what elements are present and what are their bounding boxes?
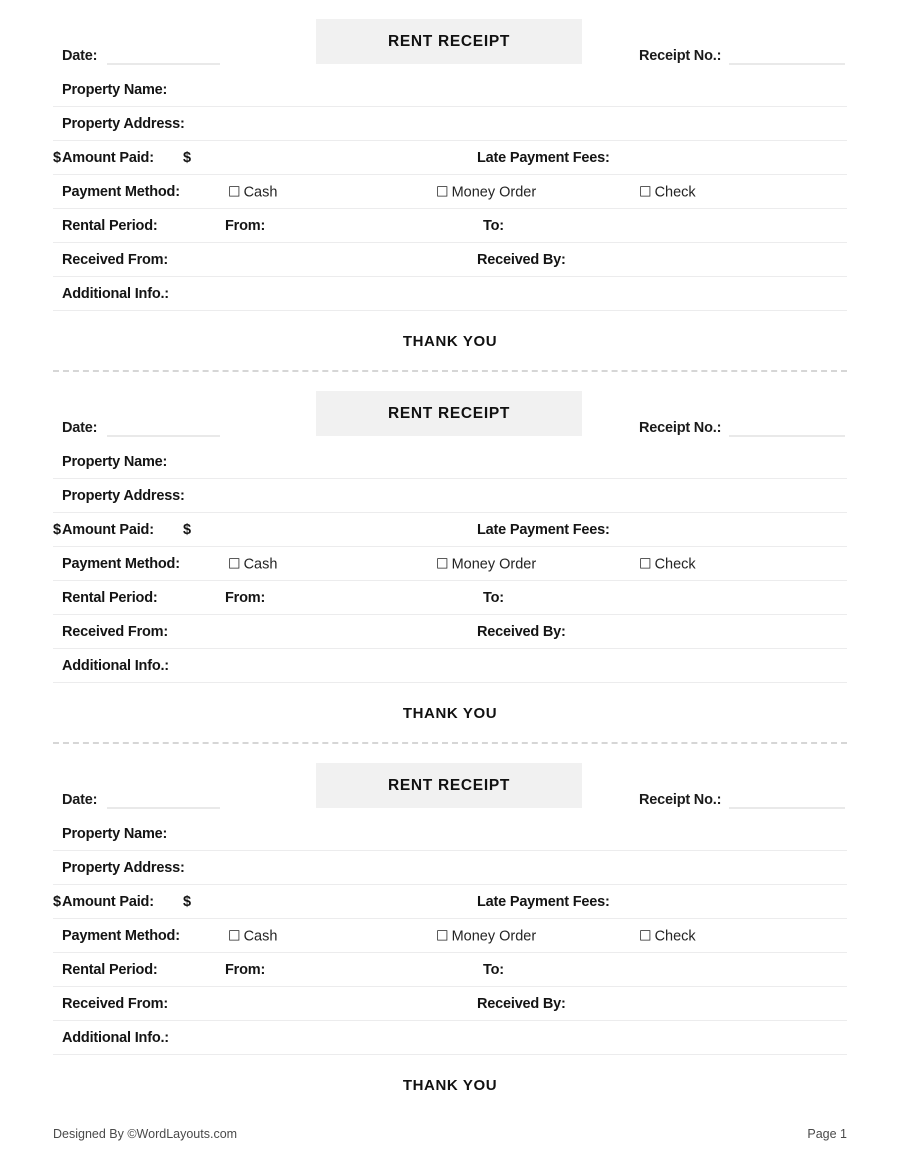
late-payment-fees-label: Late Payment Fees: xyxy=(477,521,610,538)
receipt-no-field-group xyxy=(639,421,845,438)
receipt-no-field-group xyxy=(639,49,845,66)
rent-receipt-block-2 xyxy=(53,391,847,726)
property-address-label: Property Address: xyxy=(62,859,185,876)
receipt-no-input-line[interactable] xyxy=(729,434,845,437)
property-name-label: Property Name: xyxy=(62,825,168,842)
table-row-property-address xyxy=(53,107,847,141)
checkbox-icon-cash[interactable]: ☐ xyxy=(228,926,241,943)
rental-period-label: Rental Period: xyxy=(62,217,158,234)
rental-period-label: Rental Period: xyxy=(62,589,158,606)
table-row-rental-period xyxy=(53,209,847,243)
payment-method-label: Payment Method: xyxy=(62,183,180,200)
thank-you-text: THANK YOU xyxy=(402,705,498,722)
date-input-line[interactable] xyxy=(107,434,220,437)
payment-option-money-order[interactable] xyxy=(436,184,536,200)
payment-option-money-order-label: Money Order xyxy=(451,183,537,200)
table-row-amount-paid xyxy=(53,141,847,175)
rental-period-to-label: To: xyxy=(483,589,504,606)
table-row-received-from xyxy=(53,615,847,649)
receipt-no-label: Receipt No.: xyxy=(639,47,722,64)
payment-option-cash[interactable] xyxy=(228,556,277,572)
table-row-rental-period xyxy=(53,581,847,615)
table-row-payment-method xyxy=(53,547,847,581)
payment-option-check[interactable] xyxy=(639,556,696,572)
date-input-line[interactable] xyxy=(107,62,220,65)
footer-page-number: Page 1 xyxy=(807,1127,847,1141)
payment-method-label: Payment Method: xyxy=(62,927,180,944)
table-row-received-from xyxy=(53,987,847,1021)
received-by-label: Received By: xyxy=(477,251,566,268)
received-from-label: Received From: xyxy=(62,251,168,268)
late-payment-fees-currency: $ xyxy=(53,149,61,166)
receipt-fields-table xyxy=(53,73,847,311)
page-title: RENT RECEIPT xyxy=(387,404,511,422)
rental-period-from-label: From: xyxy=(225,961,266,978)
late-payment-fees-label: Late Payment Fees: xyxy=(477,149,610,166)
payment-option-check[interactable] xyxy=(639,184,696,200)
payment-option-money-order-label: Money Order xyxy=(451,927,537,944)
table-row-amount-paid xyxy=(53,885,847,919)
payment-option-cash-label: Cash xyxy=(243,555,278,572)
payment-option-money-order[interactable] xyxy=(436,928,536,944)
page-title: RENT RECEIPT xyxy=(387,776,511,794)
receipt-no-label: Receipt No.: xyxy=(639,791,722,808)
page-title: RENT RECEIPT xyxy=(387,32,511,50)
table-row-additional-info xyxy=(53,649,847,683)
receipt-title-box xyxy=(316,391,582,436)
date-label: Date: xyxy=(62,419,98,436)
date-label: Date: xyxy=(62,47,98,64)
table-row-additional-info xyxy=(53,277,847,311)
receipt-header xyxy=(53,19,847,73)
footer-credit: Designed By ©WordLayouts.com xyxy=(53,1127,238,1141)
thank-you-text: THANK YOU xyxy=(402,333,498,350)
receipt-header xyxy=(53,763,847,817)
checkbox-icon-cash[interactable]: ☐ xyxy=(228,182,241,199)
date-input-line[interactable] xyxy=(107,806,220,809)
table-row-property-address xyxy=(53,479,847,513)
amount-paid-currency: $ xyxy=(183,893,191,910)
checkbox-icon-check[interactable]: ☐ xyxy=(639,554,652,571)
payment-option-cash-label: Cash xyxy=(243,927,278,944)
receipt-fields-table xyxy=(53,817,847,1055)
table-row-received-from xyxy=(53,243,847,277)
date-field-group xyxy=(62,793,220,810)
payment-option-money-order-label: Money Order xyxy=(451,555,537,572)
checkbox-icon-cash[interactable]: ☐ xyxy=(228,554,241,571)
checkbox-icon-money-order[interactable]: ☐ xyxy=(436,554,449,571)
receipt-no-label: Receipt No.: xyxy=(639,419,722,436)
table-row-payment-method xyxy=(53,175,847,209)
received-by-label: Received By: xyxy=(477,623,566,640)
payment-method-label: Payment Method: xyxy=(62,555,180,572)
date-label: Date: xyxy=(62,791,98,808)
amount-paid-currency: $ xyxy=(183,149,191,166)
payment-option-check-label: Check xyxy=(654,927,696,944)
checkbox-icon-money-order[interactable]: ☐ xyxy=(436,182,449,199)
payment-option-money-order[interactable] xyxy=(436,556,536,572)
rental-period-to-label: To: xyxy=(483,961,504,978)
amount-paid-label: Amount Paid: xyxy=(62,893,154,910)
table-row-property-address xyxy=(53,851,847,885)
late-payment-fees-label: Late Payment Fees: xyxy=(477,893,610,910)
receipt-no-input-line[interactable] xyxy=(729,62,845,65)
property-address-label: Property Address: xyxy=(62,487,185,504)
amount-paid-label: Amount Paid: xyxy=(62,149,154,166)
table-row-property-name xyxy=(53,73,847,107)
table-row-amount-paid xyxy=(53,513,847,547)
received-from-label: Received From: xyxy=(62,623,168,640)
amount-paid-label: Amount Paid: xyxy=(62,521,154,538)
receipt-title-box xyxy=(316,19,582,64)
payment-option-cash-label: Cash xyxy=(243,183,278,200)
payment-option-cash[interactable] xyxy=(228,928,277,944)
table-row-property-name xyxy=(53,817,847,851)
receipt-no-input-line[interactable] xyxy=(729,806,845,809)
table-row-property-name xyxy=(53,445,847,479)
rental-period-to-label: To: xyxy=(483,217,504,234)
checkbox-icon-check[interactable]: ☐ xyxy=(639,926,652,943)
page-footer xyxy=(53,1127,847,1141)
payment-option-check-label: Check xyxy=(654,183,696,200)
block-spacer-3 xyxy=(0,744,900,763)
receipt-header xyxy=(53,391,847,445)
rent-receipt-block-3 xyxy=(53,763,847,1098)
table-row-rental-period xyxy=(53,953,847,987)
payment-option-cash[interactable] xyxy=(228,184,277,200)
payment-option-check[interactable] xyxy=(639,928,696,944)
late-payment-fees-currency: $ xyxy=(53,893,61,910)
rental-period-from-label: From: xyxy=(225,589,266,606)
payment-option-check-label: Check xyxy=(654,555,696,572)
additional-info-label: Additional Info.: xyxy=(62,657,169,674)
rental-period-label: Rental Period: xyxy=(62,961,158,978)
additional-info-label: Additional Info.: xyxy=(62,285,169,302)
late-payment-fees-currency: $ xyxy=(53,521,61,538)
rent-receipt-block-1 xyxy=(53,19,847,354)
top-spacer xyxy=(0,0,900,19)
table-row-payment-method xyxy=(53,919,847,953)
receipt-title-box xyxy=(316,763,582,808)
checkbox-icon-money-order[interactable]: ☐ xyxy=(436,926,449,943)
thank-you-text: THANK YOU xyxy=(402,1077,498,1094)
checkbox-icon-check[interactable]: ☐ xyxy=(639,182,652,199)
receipt-no-field-group xyxy=(639,793,845,810)
rental-period-from-label: From: xyxy=(225,217,266,234)
additional-info-label: Additional Info.: xyxy=(62,1029,169,1046)
date-field-group xyxy=(62,421,220,438)
table-row-additional-info xyxy=(53,1021,847,1055)
property-address-label: Property Address: xyxy=(62,115,185,132)
receipt-fields-table xyxy=(53,445,847,683)
amount-paid-currency: $ xyxy=(183,521,191,538)
property-name-label: Property Name: xyxy=(62,453,168,470)
date-field-group xyxy=(62,49,220,66)
property-name-label: Property Name: xyxy=(62,81,168,98)
received-by-label: Received By: xyxy=(477,995,566,1012)
received-from-label: Received From: xyxy=(62,995,168,1012)
block-spacer-2 xyxy=(0,372,900,391)
